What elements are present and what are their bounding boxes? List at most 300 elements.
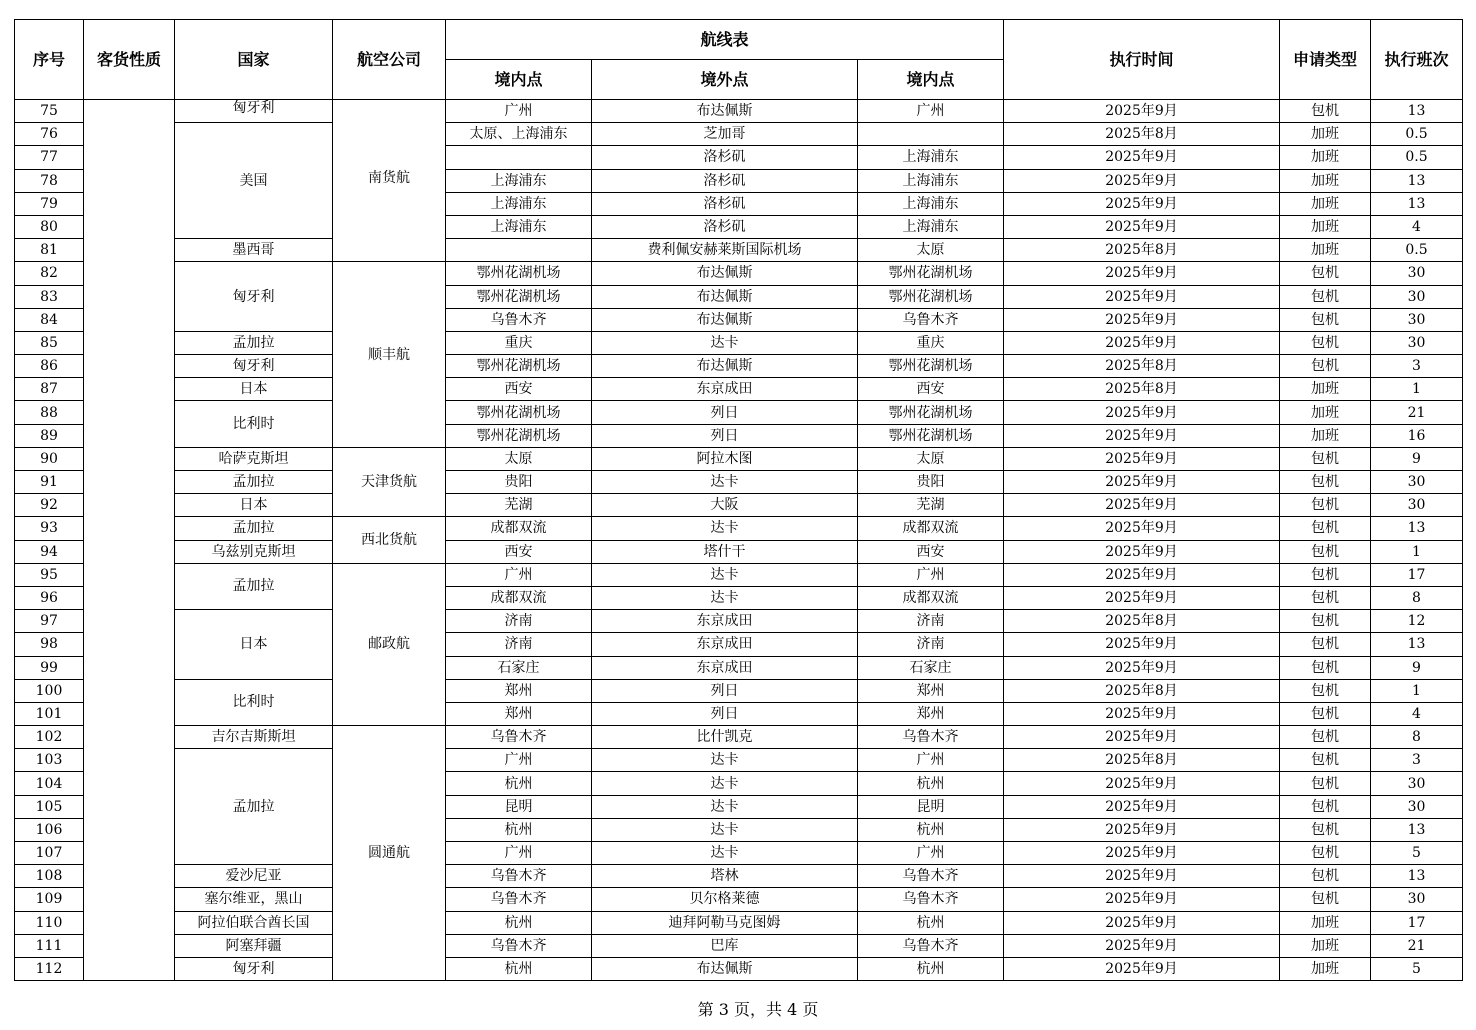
domestic-from-cell: 上海浦东 — [446, 192, 592, 215]
row-index: 77 — [15, 146, 84, 169]
table-row — [15, 934, 1463, 957]
flights-cell: 13 — [1371, 169, 1463, 192]
time-cell: 2025年8月 — [1004, 355, 1280, 378]
domestic-to-cell: 杭州 — [858, 957, 1004, 980]
type-cell: 包机 — [1280, 702, 1371, 725]
type-cell: 包机 — [1280, 494, 1371, 517]
row-index: 104 — [15, 772, 84, 795]
flights-cell: 13 — [1371, 633, 1463, 656]
domestic-to-cell: 重庆 — [858, 331, 1004, 354]
flights-cell: 4 — [1371, 702, 1463, 725]
foreign-cell: 布达佩斯 — [592, 285, 858, 308]
type-cell: 包机 — [1280, 471, 1371, 494]
row-index: 82 — [15, 262, 84, 285]
domestic-from-cell: 太原、上海浦东 — [446, 123, 592, 146]
time-cell: 2025年8月 — [1004, 610, 1280, 633]
table-row — [15, 517, 1463, 540]
country-cell: 阿塞拜疆 — [175, 934, 333, 957]
domestic-from-cell: 杭州 — [446, 911, 592, 934]
flights-cell: 13 — [1371, 517, 1463, 540]
header-foreign: 境外点 — [592, 60, 858, 100]
type-cell: 包机 — [1280, 772, 1371, 795]
domestic-from-cell: 杭州 — [446, 772, 592, 795]
flights-cell: 21 — [1371, 934, 1463, 957]
foreign-cell: 达卡 — [592, 563, 858, 586]
table-row — [15, 749, 1463, 772]
row-index: 85 — [15, 331, 84, 354]
type-cell: 加班 — [1280, 123, 1371, 146]
row-index: 79 — [15, 192, 84, 215]
domestic-to-cell: 鄂州花湖机场 — [858, 285, 1004, 308]
domestic-from-cell: 杭州 — [446, 957, 592, 980]
foreign-cell: 洛杉矶 — [592, 192, 858, 215]
time-cell: 2025年9月 — [1004, 563, 1280, 586]
domestic-from-cell: 鄂州花湖机场 — [446, 355, 592, 378]
time-cell: 2025年9月 — [1004, 726, 1280, 749]
row-index: 78 — [15, 169, 84, 192]
type-cell: 包机 — [1280, 610, 1371, 633]
table-row — [15, 679, 1463, 702]
row-index: 90 — [15, 447, 84, 470]
row-index: 87 — [15, 378, 84, 401]
row-index: 86 — [15, 355, 84, 378]
time-cell: 2025年9月 — [1004, 424, 1280, 447]
domestic-from-cell: 乌鲁木齐 — [446, 934, 592, 957]
table-row — [15, 888, 1463, 911]
row-index: 76 — [15, 123, 84, 146]
foreign-cell: 列日 — [592, 702, 858, 725]
time-cell: 2025年9月 — [1004, 401, 1280, 424]
domestic-to-cell: 广州 — [858, 563, 1004, 586]
flights-cell: 13 — [1371, 100, 1463, 123]
header-country: 国家 — [175, 20, 333, 100]
domestic-to-cell: 芜湖 — [858, 494, 1004, 517]
flights-cell: 30 — [1371, 494, 1463, 517]
type-cell: 包机 — [1280, 865, 1371, 888]
domestic-from-cell: 广州 — [446, 100, 592, 123]
foreign-cell: 洛杉矶 — [592, 215, 858, 238]
table-row — [15, 123, 1463, 146]
domestic-to-cell: 郑州 — [858, 702, 1004, 725]
row-index: 109 — [15, 888, 84, 911]
row-index: 93 — [15, 517, 84, 540]
time-cell: 2025年8月 — [1004, 679, 1280, 702]
foreign-cell: 迪拜阿勒马克图姆 — [592, 911, 858, 934]
type-cell: 包机 — [1280, 656, 1371, 679]
airline-label: 南货航 — [368, 169, 410, 186]
row-index: 102 — [15, 726, 84, 749]
domestic-from-cell: 上海浦东 — [446, 169, 592, 192]
flights-cell: 3 — [1371, 355, 1463, 378]
row-index: 80 — [15, 215, 84, 238]
type-cell: 包机 — [1280, 331, 1371, 354]
domestic-from-cell: 西安 — [446, 540, 592, 563]
table-row — [15, 100, 1463, 123]
flights-cell: 0.5 — [1371, 239, 1463, 262]
flights-cell: 30 — [1371, 795, 1463, 818]
time-cell: 2025年9月 — [1004, 494, 1280, 517]
airline-cell: 西北货航 — [333, 517, 446, 563]
time-cell: 2025年9月 — [1004, 215, 1280, 238]
foreign-cell: 达卡 — [592, 471, 858, 494]
domestic-from-cell: 成都双流 — [446, 517, 592, 540]
time-cell: 2025年9月 — [1004, 842, 1280, 865]
foreign-cell: 达卡 — [592, 795, 858, 818]
type-cell: 包机 — [1280, 888, 1371, 911]
row-index: 83 — [15, 285, 84, 308]
flights-cell: 5 — [1371, 842, 1463, 865]
flights-cell: 0.5 — [1371, 123, 1463, 146]
foreign-cell: 东京成田 — [592, 378, 858, 401]
row-index: 105 — [15, 795, 84, 818]
time-cell: 2025年9月 — [1004, 447, 1280, 470]
header-flights: 执行班次 — [1371, 20, 1463, 100]
time-cell: 2025年9月 — [1004, 146, 1280, 169]
row-index: 75 — [15, 100, 84, 123]
airline-cell: 邮政航 — [333, 563, 446, 725]
flights-cell: 30 — [1371, 308, 1463, 331]
type-cell: 包机 — [1280, 517, 1371, 540]
foreign-cell: 巴库 — [592, 934, 858, 957]
type-cell: 加班 — [1280, 146, 1371, 169]
flights-cell: 13 — [1371, 192, 1463, 215]
table-row — [15, 957, 1463, 980]
type-cell: 加班 — [1280, 239, 1371, 262]
country-cell: 哈萨克斯坦 — [175, 447, 333, 470]
row-index: 89 — [15, 424, 84, 447]
type-cell: 加班 — [1280, 934, 1371, 957]
country-cell: 美国 — [175, 123, 333, 239]
type-cell: 加班 — [1280, 957, 1371, 980]
foreign-cell: 达卡 — [592, 842, 858, 865]
time-cell: 2025年9月 — [1004, 331, 1280, 354]
domestic-from-cell: 芜湖 — [446, 494, 592, 517]
time-cell: 2025年9月 — [1004, 540, 1280, 563]
header-nature: 客货性质 — [84, 20, 175, 100]
flights-cell: 1 — [1371, 378, 1463, 401]
type-cell: 加班 — [1280, 169, 1371, 192]
foreign-cell: 达卡 — [592, 331, 858, 354]
table-row — [15, 331, 1463, 354]
time-cell: 2025年9月 — [1004, 656, 1280, 679]
type-cell: 包机 — [1280, 679, 1371, 702]
country-cell: 爱沙尼亚 — [175, 865, 333, 888]
domestic-from-cell — [446, 146, 592, 169]
time-cell: 2025年8月 — [1004, 749, 1280, 772]
country-cell: 日本 — [175, 378, 333, 401]
flights-cell: 17 — [1371, 911, 1463, 934]
type-cell: 加班 — [1280, 424, 1371, 447]
row-index: 97 — [15, 610, 84, 633]
time-cell: 2025年9月 — [1004, 100, 1280, 123]
table-row — [15, 494, 1463, 517]
domestic-to-cell: 广州 — [858, 842, 1004, 865]
time-cell: 2025年9月 — [1004, 586, 1280, 609]
foreign-cell: 达卡 — [592, 772, 858, 795]
domestic-to-cell: 西安 — [858, 378, 1004, 401]
type-cell: 包机 — [1280, 100, 1371, 123]
header-time: 执行时间 — [1004, 20, 1280, 100]
type-cell: 包机 — [1280, 749, 1371, 772]
domestic-to-cell: 上海浦东 — [858, 215, 1004, 238]
row-index: 92 — [15, 494, 84, 517]
foreign-cell: 达卡 — [592, 517, 858, 540]
row-index: 91 — [15, 471, 84, 494]
domestic-to-cell: 广州 — [858, 749, 1004, 772]
type-cell: 包机 — [1280, 842, 1371, 865]
table-row — [15, 540, 1463, 563]
header-domestic-from: 境内点 — [446, 60, 592, 100]
route-table — [14, 19, 1463, 981]
foreign-cell: 洛杉矶 — [592, 146, 858, 169]
table-row — [15, 239, 1463, 262]
domestic-to-cell: 济南 — [858, 633, 1004, 656]
domestic-from-cell: 广州 — [446, 563, 592, 586]
domestic-to-cell: 成都双流 — [858, 517, 1004, 540]
time-cell: 2025年9月 — [1004, 888, 1280, 911]
domestic-to-cell: 成都双流 — [858, 586, 1004, 609]
foreign-cell: 东京成田 — [592, 633, 858, 656]
time-cell: 2025年8月 — [1004, 239, 1280, 262]
time-cell: 2025年8月 — [1004, 378, 1280, 401]
airline-cell — [333, 100, 446, 262]
country-cell: 孟加拉 — [175, 331, 333, 354]
country-cell: 孟加拉 — [175, 471, 333, 494]
type-cell: 加班 — [1280, 215, 1371, 238]
page-footer: 第 3 页，共 4 页 — [697, 1000, 819, 1019]
table-row — [15, 471, 1463, 494]
table-row — [15, 610, 1463, 633]
domestic-to-cell — [858, 123, 1004, 146]
domestic-from-cell: 郑州 — [446, 702, 592, 725]
domestic-to-cell: 广州 — [858, 100, 1004, 123]
time-cell: 2025年9月 — [1004, 308, 1280, 331]
foreign-cell: 达卡 — [592, 586, 858, 609]
domestic-to-cell: 乌鲁木齐 — [858, 726, 1004, 749]
time-cell: 2025年9月 — [1004, 818, 1280, 841]
header-index: 序号 — [15, 20, 84, 100]
flights-cell: 30 — [1371, 772, 1463, 795]
table-row — [15, 262, 1463, 285]
type-cell: 加班 — [1280, 378, 1371, 401]
country-label: 匈牙利 — [232, 100, 275, 117]
country-cell: 日本 — [175, 494, 333, 517]
airline-cell: 天津货航 — [333, 447, 446, 517]
domestic-from-cell: 广州 — [446, 842, 592, 865]
domestic-to-cell: 太原 — [858, 239, 1004, 262]
domestic-to-cell: 鄂州花湖机场 — [858, 355, 1004, 378]
country-cell: 比利时 — [175, 679, 333, 725]
domestic-from-cell: 石家庄 — [446, 656, 592, 679]
header-route-table: 航线表 — [446, 20, 1004, 60]
domestic-from-cell: 太原 — [446, 447, 592, 470]
domestic-from-cell: 重庆 — [446, 331, 592, 354]
type-cell: 包机 — [1280, 355, 1371, 378]
row-index: 100 — [15, 679, 84, 702]
time-cell: 2025年9月 — [1004, 262, 1280, 285]
time-cell: 2025年9月 — [1004, 865, 1280, 888]
country-cell: 阿拉伯联合酋长国 — [175, 911, 333, 934]
table-body — [15, 100, 1463, 981]
table-row — [15, 355, 1463, 378]
foreign-cell: 贝尔格莱德 — [592, 888, 858, 911]
time-cell: 2025年9月 — [1004, 633, 1280, 656]
type-cell: 包机 — [1280, 795, 1371, 818]
foreign-cell: 布达佩斯 — [592, 262, 858, 285]
foreign-cell: 布达佩斯 — [592, 308, 858, 331]
flights-cell: 3 — [1371, 749, 1463, 772]
type-cell: 包机 — [1280, 818, 1371, 841]
country-cell: 孟加拉 — [175, 749, 333, 865]
foreign-cell: 列日 — [592, 401, 858, 424]
time-cell: 2025年9月 — [1004, 911, 1280, 934]
type-cell: 包机 — [1280, 285, 1371, 308]
flights-cell: 16 — [1371, 424, 1463, 447]
row-index: 95 — [15, 563, 84, 586]
foreign-cell: 东京成田 — [592, 610, 858, 633]
row-index: 96 — [15, 586, 84, 609]
flights-cell: 30 — [1371, 331, 1463, 354]
row-index: 103 — [15, 749, 84, 772]
time-cell: 2025年9月 — [1004, 957, 1280, 980]
country-cell: 墨西哥 — [175, 239, 333, 262]
type-cell: 加班 — [1280, 911, 1371, 934]
country-cell: 孟加拉 — [175, 563, 333, 609]
header-domestic-to: 境内点 — [858, 60, 1004, 100]
domestic-to-cell: 昆明 — [858, 795, 1004, 818]
foreign-cell: 大阪 — [592, 494, 858, 517]
row-index: 108 — [15, 865, 84, 888]
airline-cell: 圆通航 — [333, 726, 446, 981]
flights-cell: 8 — [1371, 726, 1463, 749]
time-cell: 2025年9月 — [1004, 772, 1280, 795]
table-row — [15, 401, 1463, 424]
domestic-to-cell: 西安 — [858, 540, 1004, 563]
domestic-to-cell: 杭州 — [858, 772, 1004, 795]
table-row — [15, 447, 1463, 470]
type-cell: 加班 — [1280, 401, 1371, 424]
foreign-cell: 比什凯克 — [592, 726, 858, 749]
foreign-cell: 布达佩斯 — [592, 957, 858, 980]
domestic-from-cell: 济南 — [446, 610, 592, 633]
country-cell: 孟加拉 — [175, 517, 333, 540]
domestic-from-cell: 鄂州花湖机场 — [446, 285, 592, 308]
table-row — [15, 911, 1463, 934]
domestic-from-cell: 西安 — [446, 378, 592, 401]
domestic-to-cell: 上海浦东 — [858, 192, 1004, 215]
domestic-to-cell: 鄂州花湖机场 — [858, 401, 1004, 424]
flights-cell: 0.5 — [1371, 146, 1463, 169]
foreign-cell: 塔什干 — [592, 540, 858, 563]
domestic-from-cell: 乌鲁木齐 — [446, 308, 592, 331]
type-cell: 包机 — [1280, 563, 1371, 586]
type-cell: 包机 — [1280, 726, 1371, 749]
type-cell: 包机 — [1280, 540, 1371, 563]
row-index: 101 — [15, 702, 84, 725]
domestic-from-cell: 乌鲁木齐 — [446, 726, 592, 749]
domestic-from-cell: 乌鲁木齐 — [446, 888, 592, 911]
country-cell: 乌兹别克斯坦 — [175, 540, 333, 563]
row-index: 106 — [15, 818, 84, 841]
nature-cell — [84, 100, 175, 981]
time-cell: 2025年9月 — [1004, 795, 1280, 818]
domestic-from-cell: 成都双流 — [446, 586, 592, 609]
domestic-to-cell: 鄂州花湖机场 — [858, 424, 1004, 447]
domestic-from-cell: 鄂州花湖机场 — [446, 424, 592, 447]
type-cell: 加班 — [1280, 192, 1371, 215]
domestic-to-cell: 太原 — [858, 447, 1004, 470]
row-index: 111 — [15, 934, 84, 957]
row-index: 99 — [15, 656, 84, 679]
time-cell: 2025年9月 — [1004, 285, 1280, 308]
airline-cell: 顺丰航 — [333, 262, 446, 448]
table-row — [15, 865, 1463, 888]
domestic-to-cell: 鄂州花湖机场 — [858, 262, 1004, 285]
flights-cell: 1 — [1371, 540, 1463, 563]
foreign-cell: 塔林 — [592, 865, 858, 888]
foreign-cell: 布达佩斯 — [592, 355, 858, 378]
table-row — [15, 378, 1463, 401]
flights-cell: 30 — [1371, 285, 1463, 308]
flights-cell: 8 — [1371, 586, 1463, 609]
country-cell: 匈牙利 — [175, 355, 333, 378]
time-cell: 2025年9月 — [1004, 169, 1280, 192]
foreign-cell: 洛杉矶 — [592, 169, 858, 192]
row-index: 94 — [15, 540, 84, 563]
domestic-to-cell: 上海浦东 — [858, 146, 1004, 169]
domestic-from-cell: 贵阳 — [446, 471, 592, 494]
flights-cell: 30 — [1371, 471, 1463, 494]
foreign-cell: 阿拉木图 — [592, 447, 858, 470]
foreign-cell: 达卡 — [592, 818, 858, 841]
domestic-from-cell: 鄂州花湖机场 — [446, 262, 592, 285]
domestic-from-cell: 济南 — [446, 633, 592, 656]
domestic-from-cell: 杭州 — [446, 818, 592, 841]
type-cell: 包机 — [1280, 262, 1371, 285]
flights-cell: 17 — [1371, 563, 1463, 586]
row-index: 84 — [15, 308, 84, 331]
domestic-to-cell: 乌鲁木齐 — [858, 934, 1004, 957]
domestic-to-cell: 乌鲁木齐 — [858, 308, 1004, 331]
flights-cell: 9 — [1371, 447, 1463, 470]
domestic-from-cell — [446, 239, 592, 262]
type-cell: 包机 — [1280, 447, 1371, 470]
domestic-from-cell: 广州 — [446, 749, 592, 772]
row-index: 110 — [15, 911, 84, 934]
time-cell: 2025年9月 — [1004, 192, 1280, 215]
flights-cell: 30 — [1371, 262, 1463, 285]
flights-cell: 5 — [1371, 957, 1463, 980]
country-cell: 匈牙利 — [175, 957, 333, 980]
domestic-from-cell: 上海浦东 — [446, 215, 592, 238]
domestic-to-cell: 郑州 — [858, 679, 1004, 702]
domestic-to-cell: 杭州 — [858, 911, 1004, 934]
domestic-to-cell: 上海浦东 — [858, 169, 1004, 192]
foreign-cell: 列日 — [592, 679, 858, 702]
type-cell: 包机 — [1280, 633, 1371, 656]
foreign-cell: 芝加哥 — [592, 123, 858, 146]
foreign-cell: 达卡 — [592, 749, 858, 772]
time-cell: 2025年8月 — [1004, 123, 1280, 146]
foreign-cell: 东京成田 — [592, 656, 858, 679]
domestic-to-cell: 杭州 — [858, 818, 1004, 841]
flights-cell: 1 — [1371, 679, 1463, 702]
domestic-to-cell: 乌鲁木齐 — [858, 865, 1004, 888]
row-index: 81 — [15, 239, 84, 262]
domestic-to-cell: 贵阳 — [858, 471, 1004, 494]
domestic-to-cell: 济南 — [858, 610, 1004, 633]
country-cell: 吉尔吉斯斯坦 — [175, 726, 333, 749]
